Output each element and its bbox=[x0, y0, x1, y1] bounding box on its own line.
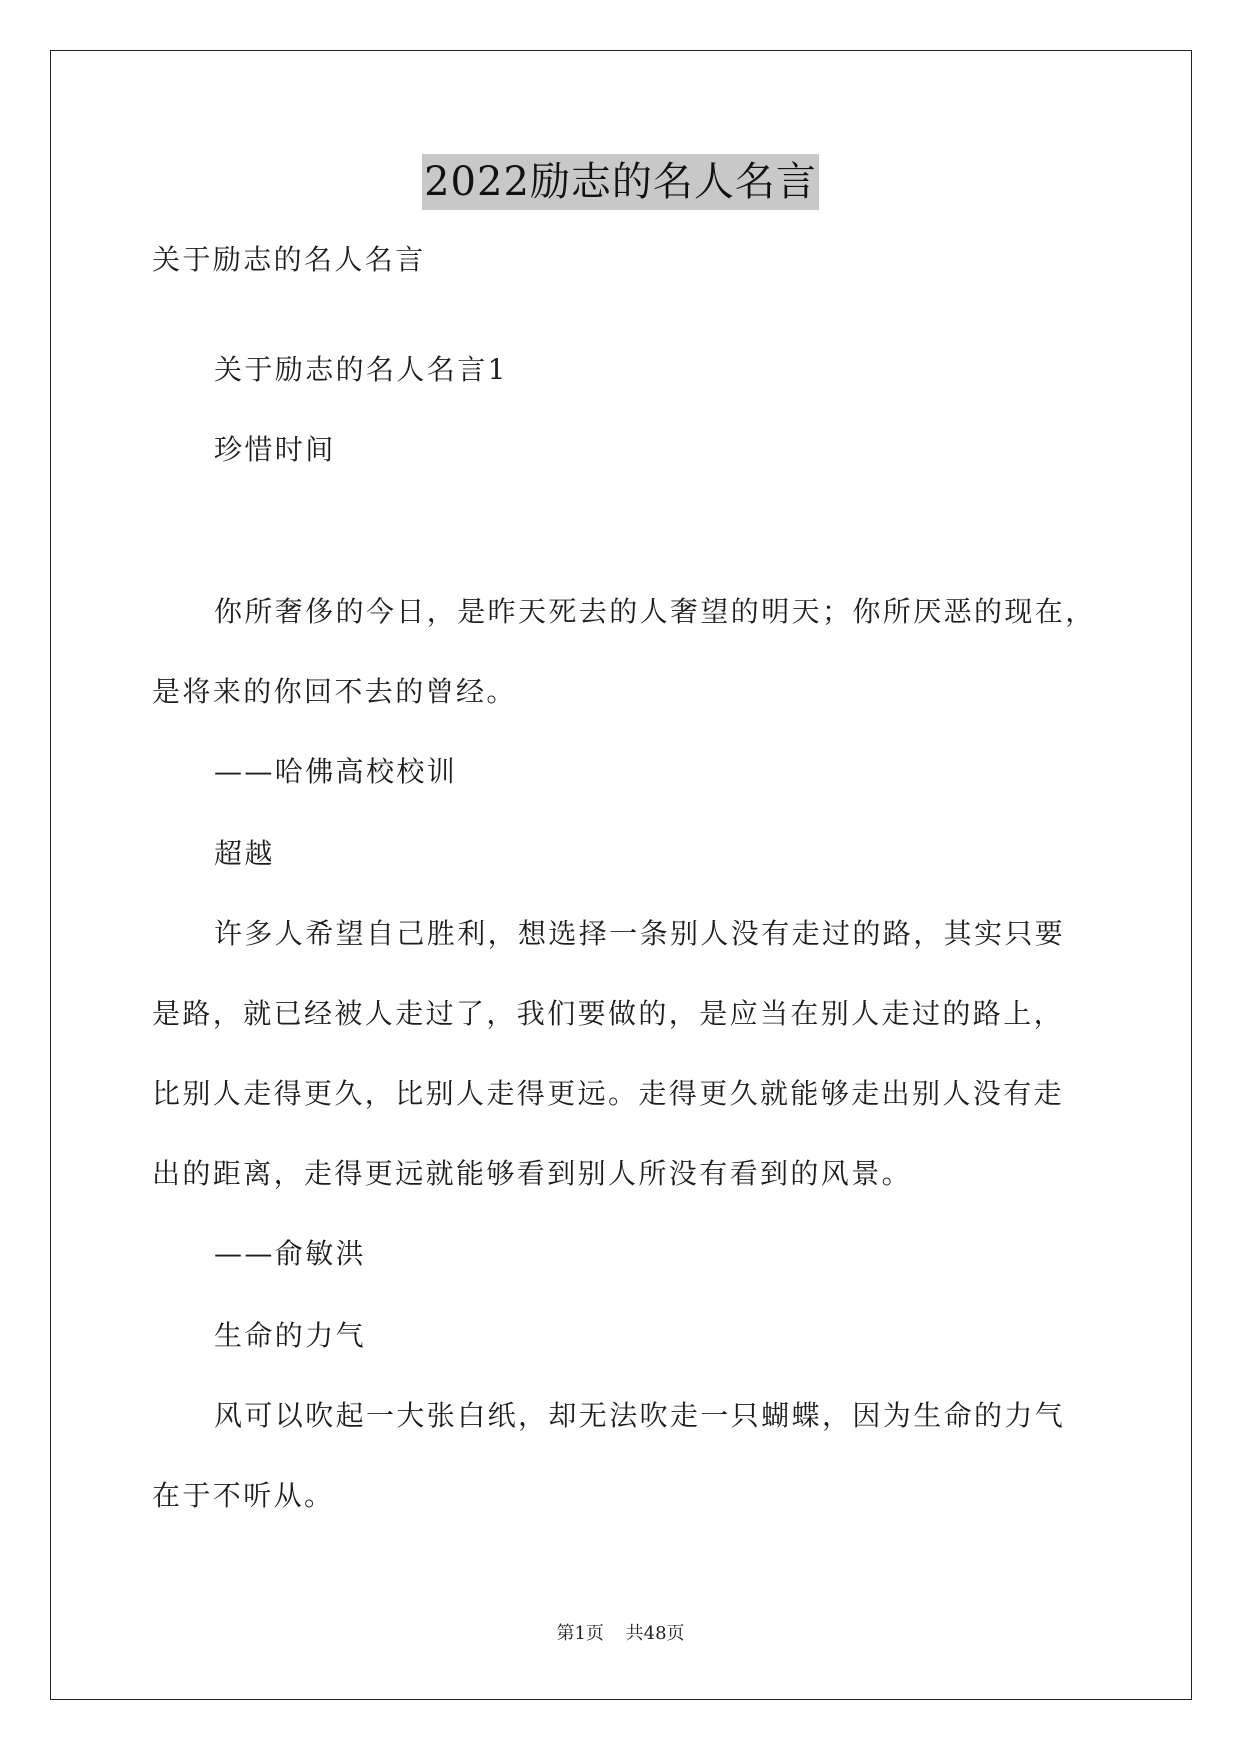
page-number: 第1页 bbox=[556, 1623, 604, 1644]
quote-text-line: 你所奢侈的今日，是昨天死去的人奢望的明天；你所厌恶的现在， bbox=[214, 595, 1096, 628]
page-footer bbox=[0, 1622, 1241, 1646]
document-title: 2022励志的名人名言 bbox=[422, 154, 819, 210]
quote-text-line: 许多人希望自己胜利，想选择一条别人没有走过的路，其实只要 bbox=[214, 917, 1066, 950]
quote-text-line: 风可以吹起一大张白纸，却无法吹走一只蝴蝶，因为生命的力气 bbox=[214, 1399, 1066, 1432]
page-border bbox=[50, 50, 1192, 1700]
title-container bbox=[0, 154, 1241, 210]
quote-heading-surpass: 超越 bbox=[214, 837, 275, 870]
quote-heading-power-of-life: 生命的力气 bbox=[214, 1319, 367, 1352]
quote-text-line: 是路，就已经被人走过了，我们要做的，是应当在别人走过的路上， bbox=[152, 997, 1065, 1030]
quote-attribution: ——哈佛高校校训 bbox=[214, 755, 458, 788]
subtitle-line: 关于励志的名人名言 bbox=[152, 243, 426, 276]
page-total: 共48页 bbox=[625, 1623, 685, 1644]
quote-attribution: ——俞敏洪 bbox=[214, 1237, 367, 1270]
quote-text-line: 在于不听从。 bbox=[152, 1479, 335, 1512]
quote-text-line: 出的距离，走得更远就能够看到别人所没有看到的风景。 bbox=[152, 1157, 913, 1190]
quote-text-line: 比别人走得更久，比别人走得更远。走得更久就能够走出别人没有走 bbox=[152, 1077, 1065, 1110]
quote-text-line: 是将来的你回不去的曾经。 bbox=[152, 675, 517, 708]
quote-heading-cherish-time: 珍惜时间 bbox=[214, 433, 336, 466]
section-heading: 关于励志的名人名言1 bbox=[214, 353, 508, 386]
